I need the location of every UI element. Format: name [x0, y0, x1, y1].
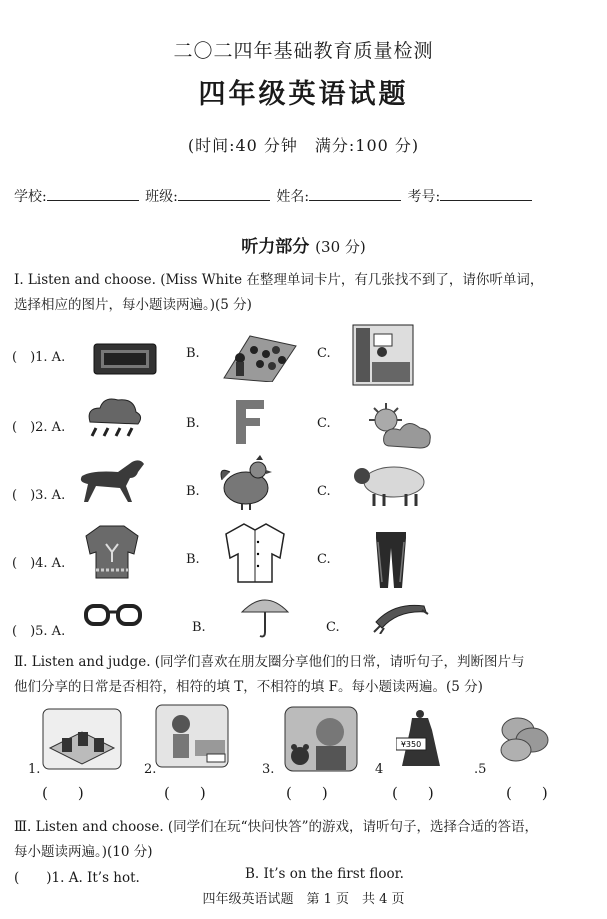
s2-answer-4[interactable]: ( ): [392, 784, 434, 802]
dress-price-icon: [396, 708, 446, 770]
number-field[interactable]: [440, 186, 532, 201]
rain-cloud-icon: [82, 396, 144, 444]
s3-q1-b: B. It’s on the first floor.: [245, 866, 404, 882]
umbrella-icon: [240, 594, 290, 640]
s2-num-2: 2.: [144, 762, 157, 777]
exam-name: 二〇二四年基础教育质量检测: [173, 40, 434, 62]
s1-q3-label: ( )3. A.: [12, 488, 66, 503]
price-tag: ¥350: [400, 740, 422, 749]
s1-q1-b: B.: [186, 346, 200, 361]
s2-num-1: 1.: [28, 762, 41, 777]
page-title: 四年级英语试题: [198, 79, 409, 110]
listening-part-title: 听力部分 (30 分): [241, 237, 366, 257]
s1-q4-c: C.: [317, 552, 331, 567]
class-label: 班级:: [145, 189, 178, 205]
s1-q3-c: C.: [317, 484, 331, 499]
school-label: 学校:: [14, 189, 47, 205]
horse-icon: [72, 456, 150, 506]
letter-f-icon: [232, 398, 268, 446]
s3-q1-a: ( )1. A. It’s hot.: [14, 870, 140, 886]
sheep-icon: [350, 458, 430, 508]
s2-answer-2[interactable]: ( ): [164, 784, 206, 802]
s1-q5-c: C.: [326, 620, 340, 635]
scarf-icon: [370, 598, 430, 634]
potatoes-icon: [496, 712, 554, 764]
s2-answer-5[interactable]: ( ): [506, 784, 548, 802]
student-info-row: [14, 186, 532, 206]
s1-q2-label: ( )2. A.: [12, 420, 66, 435]
sweater-icon: [84, 524, 140, 580]
s2-num-4: 4: [375, 762, 384, 777]
s2-answer-3[interactable]: ( ): [286, 784, 328, 802]
school-field[interactable]: [47, 186, 139, 201]
chocolate-bar-icon: [92, 340, 158, 378]
exam-meta: (时间:40 分钟 满分:100 分): [187, 136, 420, 155]
sun-cloud-icon: [364, 402, 434, 452]
s1-q1-c: C.: [317, 346, 331, 361]
s1-q3-b: B.: [186, 484, 200, 499]
hen-icon: [218, 454, 276, 512]
s2-answer-1[interactable]: ( ): [42, 784, 84, 802]
s1-q5-label: ( )5. A.: [12, 624, 66, 639]
name-field[interactable]: [309, 186, 401, 201]
s1-q5-b: B.: [192, 620, 206, 635]
class-field[interactable]: [178, 186, 270, 201]
s2-num-5: .5: [474, 762, 487, 777]
number-label: 考号:: [407, 189, 441, 205]
page-footer: 四年级英语试题 第 1 页 共 4 页: [202, 892, 405, 907]
s2-num-3: 3.: [262, 762, 275, 777]
s1-q4-b: B.: [186, 552, 200, 567]
section3-instruction: Ⅲ. Listen and choose. (同学们在玩“快问快答”的游戏，请听句子，选择合适的答语， 每小题读两遍。)(10 分): [14, 819, 538, 860]
building-scene-icon: [42, 708, 122, 770]
glasses-icon: [82, 600, 144, 630]
pants-icon: [372, 530, 410, 590]
boy-teddy-icon: [284, 706, 358, 772]
name-label: 姓名:: [276, 189, 310, 205]
section2-instruction: Ⅱ. Listen and judge. (同学们喜欢在朋友圈分享他们的日常，请听句子，判断图片与 他们分享的日常是否相符，相符的填 T，不相符的填 F。每小题读两遍。(5 分): [14, 654, 525, 695]
boy-bedroom-icon: [155, 704, 229, 768]
s1-q2-c: C.: [317, 416, 331, 431]
s1-q2-b: B.: [186, 416, 200, 431]
office-icon: [352, 324, 414, 386]
s1-q1-label: ( )1. A.: [12, 350, 66, 365]
section1-instruction: Ⅰ. Listen and choose. (Miss White 在整理单词卡片，有几张找不到了，请你听单词， 选择相应的图片，每小题读两遍。)(5 分): [14, 272, 544, 313]
shirt-icon: [222, 522, 288, 584]
classroom-icon: [220, 328, 298, 382]
s1-q4-label: ( )4. A.: [12, 556, 66, 571]
